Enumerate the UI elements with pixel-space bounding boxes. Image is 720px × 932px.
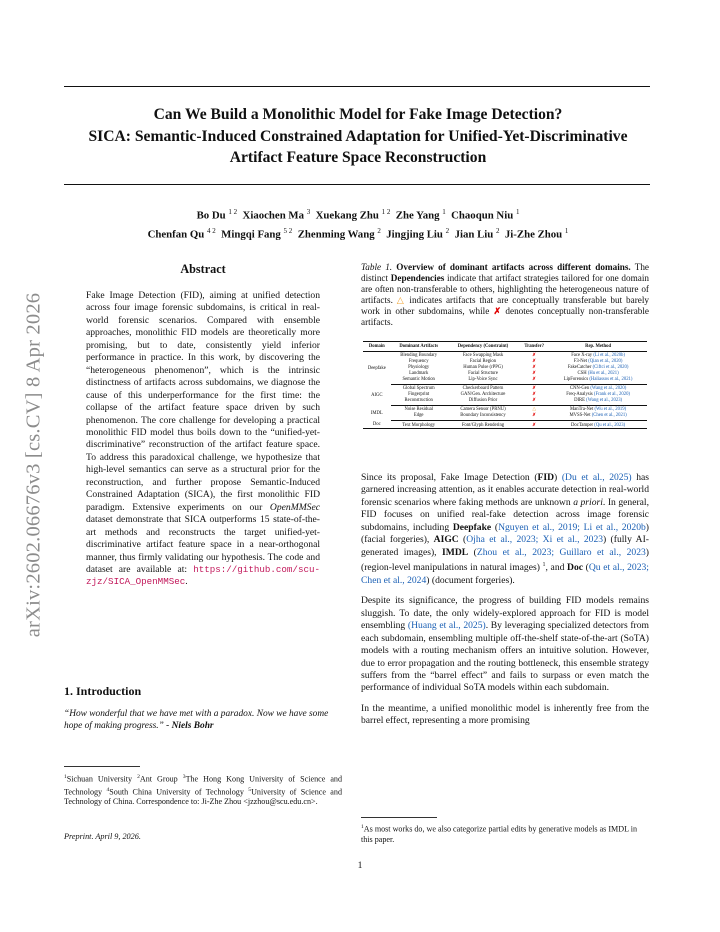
bold-term: Doc [567, 562, 584, 574]
body-text-run: In the meantime, a unified monolithic model is inherently free from the barrel effect, representing a more promising [361, 702, 649, 727]
dataset-name: OpenMMSec [269, 501, 320, 513]
footnote-rule [361, 817, 437, 818]
table-header-cell: Transfer? [519, 342, 549, 352]
author-name: Mingqi Fang [221, 228, 281, 241]
table-header-cell: Rep. Method [549, 342, 647, 352]
author-name: Jian Liu [454, 228, 494, 241]
method-citation: (Wu et al., 2019) [594, 407, 627, 413]
table-domain-cell: Deepfake [367, 365, 386, 371]
author-name: Ji-Zhe Zhou [504, 228, 563, 241]
author-line [60, 205, 656, 224]
author-affiliation: 4 2 [206, 227, 216, 236]
paper-title [60, 104, 656, 169]
table-cell: Text Morphology [391, 421, 447, 429]
table-cell: Semantic Motion [391, 377, 447, 385]
table-cell: Face Swapping Mask [462, 353, 504, 359]
body-text-run: ) (fully AI-generated images), [361, 534, 649, 558]
left-column [64, 262, 342, 589]
author-name: Xiaochen Ma [242, 209, 305, 222]
citation-link[interactable]: Ojha et al., 2023; Xi et al., 2023 [466, 534, 604, 546]
table-cell: Camera Sensor (PRNU) [460, 407, 506, 413]
preprint-note: Preprint. April 9, 2026. [64, 832, 141, 841]
table-method-cell [549, 398, 647, 406]
table-cell: Facial Region [469, 359, 497, 365]
table-body [363, 351, 647, 429]
method-citation: (Frank et al., 2020) [593, 391, 630, 397]
author-name: Zhe Yang [395, 209, 440, 222]
cross-icon: ✗ [519, 413, 549, 421]
triangle-icon: △ [396, 295, 406, 306]
quote-author: - Niels Bohr [163, 721, 214, 732]
title-bottom-rule [64, 184, 650, 185]
table-cell: Blending Boundary [400, 353, 438, 359]
body-text-run: . By leveraging specialized detectors from each subdomain, ensembling multiple off-the-shelf state-of-the-art (SoTA) models with a routing mechanism offers an intuitive solution. However, due to error propagation and the routing bottleneck, this ensemble strategy suffers from the “barrel effect” and fails to surpass or even match the performance of individual SoTA models within each subdomain. [361, 620, 649, 694]
table-header-row [363, 342, 647, 352]
table-cell: Diffusion Prior [447, 398, 519, 406]
cross-icon: ✗ [519, 398, 549, 406]
citation-link[interactable]: (Huang et al., 2025) [407, 620, 486, 632]
table-domain-cell: AIGC [371, 392, 383, 398]
abstract-heading: Abstract [180, 262, 226, 276]
footnote: $^1$As most works do, we also categorize partial edits by generative models as IMDL in this paper. [361, 824, 638, 844]
bold-term: AIGC [433, 534, 459, 546]
title-top-rule [64, 86, 650, 87]
table-row [363, 421, 647, 429]
author-list [60, 205, 656, 243]
intro-body [361, 472, 649, 736]
method-name: Freq-Analysis [566, 391, 593, 397]
table-row [363, 413, 647, 421]
cross-icon: ✗ [532, 391, 537, 397]
author-line [60, 224, 656, 243]
table-row [363, 351, 647, 359]
table-row [363, 398, 647, 406]
author-affiliation: 1 [515, 208, 520, 216]
author-name: Jingjing Liu [386, 228, 443, 241]
body-text-run: Since its proposal, Fake Image Detection ( [361, 472, 538, 483]
method-name: DIRE [574, 397, 585, 403]
table-method-cell [549, 377, 647, 385]
body-text-run: Despite its significance, the progress of building FID models remains sluggish. To date, the only widely-explored approach for FID is model ensembling [361, 595, 649, 632]
author-name: Bo Du [196, 209, 226, 222]
table-cell: Global Spectrum [402, 386, 435, 392]
code-link[interactable]: https://github.com/scu-zjz/SICA_OpenMMSec [86, 563, 320, 588]
method-name: DocTamper [571, 422, 594, 428]
table-cell: Physiology [408, 364, 430, 370]
table-method-cell [549, 384, 647, 392]
table-header-cell: Dependency (Constraint) [447, 342, 519, 352]
method-name: Face X-ray [571, 353, 593, 359]
method-citation: (Li et al., 2020b) [593, 353, 625, 359]
page-number: 1 [357, 860, 363, 871]
footnote-rule [64, 766, 140, 767]
author-affiliation: 3 [306, 208, 311, 216]
table-cell: Reconstruction [391, 398, 447, 406]
affiliations [64, 772, 342, 807]
table-domain-cell: IMDL [370, 410, 383, 416]
method-name: MVSS-Net [569, 413, 591, 419]
body-text-run: ( [583, 562, 589, 574]
table-method-cell [549, 421, 647, 429]
italic-term: a priori [573, 496, 603, 508]
cross-icon: ✗ [532, 364, 537, 370]
section-heading-introduction: 1. Introduction [64, 684, 142, 698]
footnote-marker: 1 [542, 562, 546, 569]
author-name: Chenfan Qu [147, 228, 205, 241]
bold-term: IMDL [442, 546, 469, 558]
table-row [363, 384, 647, 392]
cross-icon: ✗ [519, 421, 549, 429]
body-paragraph [361, 703, 649, 728]
table-method-cell [549, 351, 647, 359]
author-affiliation: 2 [377, 227, 381, 236]
author-name: Zhenming Wang [297, 228, 375, 241]
cross-icon: ✗ [532, 353, 537, 359]
method-citation: (Wang et al., 2020) [590, 386, 627, 392]
table-domain-cell: Doc [363, 421, 391, 429]
body-text-run: ) (facial forgeries), [361, 521, 649, 546]
citation-link[interactable]: Qu et al., 2023; Chen et al., 2024 [361, 562, 649, 586]
table-cell: Human Pulse (rPPG) [463, 364, 503, 370]
bold-term: Deepfake [452, 521, 492, 533]
method-name: LipForensics [563, 376, 589, 382]
table-cell: GAN/Gen. Architecture [460, 391, 506, 397]
method-citation: (Hu et al., 2021) [587, 370, 619, 376]
method-citation: (Wang et al., 2023) [586, 397, 623, 403]
author-affiliation: 1 [442, 208, 446, 216]
abstract-body: Fake Image Detection (FID), aiming at unified detection across four image forensic subdomains, is critical in real-world forensic scenarios. Compared with ensemble approaches, monolithic FID models are theoretically more promising, but to date, consistently yield inferior performance in practice. In this work, by discovering the “heterogeneous phenomenon”, which is the intrinsic distinctness of artifacts across subdomains, we diagnose the cause of this underperformance for the first time: the collapse of the artifact feature space driven by such phenomenon. The core challenge for developing a practical monolithic FID model thus boils down to the “unified-yet-discriminative” reconstruction of the artifact feature space. To address this paradoxical challenge, we hypothesize that high-level semantics can serve as a structural prior for the reconstruction, and further propose Semantic-Induced Constrained Adaptation (SICA), the first monolithic FID paradigm. Extensive experiments on our OpenMMSec dataset demonstrate that SICA outperforms 15 state-of-the-art methods and reconstructs the target unified-yet-discriminative artifact feature space in a near-orthogonal manner, thus firmly validating our hypothesis. The code and dataset are available at: https://github.com/scu-zjz/SICA_OpenMMSec. [86, 290, 320, 588]
author-affiliation: 2 [445, 227, 450, 236]
method-name: FakeCatcher [567, 364, 592, 370]
table-cell: Fingerprint [408, 391, 430, 397]
table-cell: Edge [391, 413, 447, 421]
method-name: CSH [577, 370, 587, 376]
method-citation: (Haliassos et al., 2021) [589, 376, 633, 382]
cross-icon: ✗ [493, 306, 502, 317]
table-cell: Font/Glyph Rendering [447, 421, 519, 429]
body-text-run: ( [491, 521, 499, 533]
table-cell: Noise Residual [404, 407, 433, 413]
right-column [361, 262, 649, 329]
body-paragraph [361, 595, 649, 695]
citation-link[interactable]: Nguyen et al., 2019; Li et al., 2020b [498, 521, 646, 533]
method-citation: (Qu et al., 2023) [594, 422, 626, 428]
title-line: Can We Build a Monolithic Model for Fake Image Detection? [153, 106, 563, 123]
table-cell: Landmark [409, 370, 429, 376]
table-caption: Table 1. Overview of dominant artifacts across different domains. The distinct Dependencies indicate that artifact strategies tailored for one domain are often non-transferable to others, highlighting the heterogeneous nature of artifacts. △ indicates artifacts that are conceptually transferable but barely work in other subdomains, while ✗ denotes conceptually non-transferable artifacts. [361, 262, 649, 328]
affiliation-number: 5 [248, 786, 252, 793]
affiliation-text: University of Science and Technology of China. Correspondence to: Ji-Zhe Zhou <jzzhou@scu.edu.cn>. [64, 787, 342, 807]
title-line: Artifact Feature Space Reconstruction [229, 149, 487, 166]
table-method-cell [549, 413, 647, 421]
affiliation-number: 4 [106, 786, 110, 793]
table-header-cell: Dominant Artifacts [391, 342, 447, 352]
affiliation-number: 2 [137, 774, 140, 780]
cross-icon: ✗ [519, 377, 549, 385]
body-paragraph [361, 472, 649, 587]
table-header-cell: Domain [363, 342, 391, 352]
affiliation-text: The Hong Kong University of Science and Technology [64, 774, 343, 797]
method-citation: (Ciftci et al., 2020) [592, 364, 629, 370]
method-name: F3-Net [573, 359, 588, 365]
table-cell: Checkerboard Pattern [462, 386, 504, 392]
body-text-run: ) (region-level manipulations in natural images) [361, 546, 649, 574]
table-cell: Frequency [408, 359, 429, 365]
body-text-run: has garnered increasing attention, as it enables accurate detection in real-world forensic scenarios where faking methods are unknown [361, 472, 649, 508]
table-cell: Lip-Voice Sync [447, 377, 519, 385]
affiliation-number: 1 [64, 774, 67, 780]
author-affiliation: 1 2 [381, 208, 391, 216]
triangle-icon: △ [532, 407, 536, 413]
author-name: Chaoqun Niu [451, 209, 514, 222]
body-text-run: ) [554, 472, 562, 483]
body-text-run: , and [545, 562, 568, 574]
affiliation-text: Sichuan University [66, 774, 138, 784]
table-cell: Facial Structure [468, 370, 498, 376]
table-row [363, 377, 647, 385]
table-row [363, 405, 647, 413]
method-citation: (Qian et al., 2020) [588, 359, 623, 365]
bold-term: FID [537, 472, 555, 483]
table-cell: Boundary Inconsistency [447, 413, 519, 421]
author-affiliation: 2 [495, 227, 500, 236]
method-citation: (Chen et al., 2021) [591, 413, 627, 419]
table-method-cell [549, 405, 647, 413]
body-text-run: ( [458, 534, 467, 546]
artifacts-table [363, 341, 647, 429]
body-text-run: . In general, FID focuses on unified real-fake detection across image forensic subdomains, including [361, 496, 649, 533]
body-text-run: ) (document forgeries). [426, 574, 515, 586]
method-name: CNN-Gen [569, 386, 590, 392]
citation-link[interactable]: (Du et al., 2025) [561, 472, 632, 483]
affiliation-text: Ant Group [139, 774, 183, 784]
affiliation-number: 3 [182, 774, 186, 780]
author-affiliation: 1 [564, 227, 569, 236]
cross-icon: ✗ [532, 370, 537, 376]
affiliation-text: South China University of Technology [109, 787, 249, 797]
cross-icon: ✗ [532, 386, 537, 392]
cross-icon: ✗ [532, 359, 537, 365]
title-line: SICA: Semantic-Induced Constrained Adaptation for Unified-Yet-Discriminative [88, 127, 628, 145]
method-name: ManTra-Net [570, 407, 594, 413]
epigraph-quote: “How wonderful that we have met with a paradox. Now we have some hope of making progress.” - Niels Bohr [64, 709, 329, 732]
citation-link[interactable]: Zhou et al., 2023; Guillaro et al., 2023 [476, 546, 646, 558]
author-affiliation: 5 2 [283, 227, 293, 236]
author-affiliation: 1 2 [228, 208, 238, 216]
body-text-run: ( [468, 546, 477, 558]
arxiv-stamp: arXiv:2602.06676v3 [cs.CV] 8 Apr 2026 [22, 292, 45, 638]
author-name: Xuekang Zhu [315, 209, 379, 222]
